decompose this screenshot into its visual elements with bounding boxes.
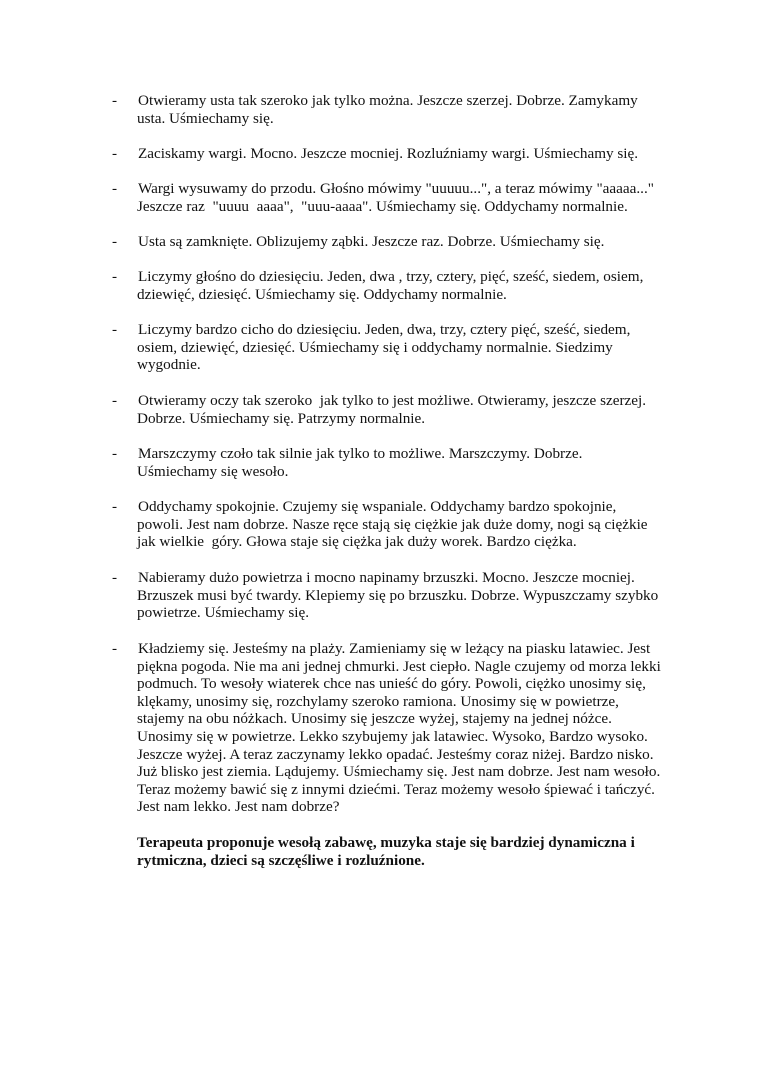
list-dash: - bbox=[112, 569, 118, 586]
item-line: Dobrze. Uśmiechamy się. Patrzymy normalnie. bbox=[137, 409, 426, 427]
instruction-item bbox=[112, 268, 672, 303]
item-line: Wargi wysuwamy do przodu. Głośno mówimy "uuuuu...", a teraz mówimy "aaaaa..." bbox=[138, 180, 654, 197]
list-dash: - bbox=[112, 445, 118, 462]
item-line: Jeszcze raz "uuuu aaaa", "uuu-aaaa". Uśmiechamy się. Oddychamy normalnie. bbox=[137, 197, 628, 215]
item-line: jak wielkie góry. Głowa staje się ciężka jak duży worek. Bardzo ciężka. bbox=[137, 533, 577, 551]
list-dash: - bbox=[112, 92, 118, 109]
instruction-item bbox=[112, 445, 672, 480]
item-line: Teraz możemy bawić się z innymi dziećmi. Teraz możemy wesoło śpiewać i tańczyć. bbox=[137, 780, 655, 798]
therapist-note bbox=[137, 834, 677, 870]
item-line: Otwieramy oczy tak szeroko jak tylko to jest możliwe. Otwieramy, jeszcze szerzej. bbox=[138, 392, 647, 409]
list-dash: - bbox=[112, 145, 118, 162]
list-dash: - bbox=[112, 392, 118, 409]
instruction-item bbox=[112, 321, 672, 374]
item-line: usta. Uśmiechamy się. bbox=[137, 109, 274, 127]
item-line: Unosimy się w powietrze. Lekko szybujemy jak latawiec. Wysoko, Bardzo wysoko. bbox=[137, 727, 648, 745]
item-line: Liczymy głośno do dziesięciu. Jeden, dwa , trzy, cztery, pięć, sześć, siedem, osiem, bbox=[138, 268, 644, 285]
item-line: Zaciskamy wargi. Mocno. Jeszcze mocniej. Rozluźniamy wargi. Uśmiechamy się. bbox=[138, 145, 639, 162]
list-dash: - bbox=[112, 498, 118, 515]
list-dash: - bbox=[112, 321, 118, 338]
item-line: osiem, dziewięć, dziesięć. Uśmiechamy się i oddychamy normalnie. Siedzimy bbox=[137, 338, 613, 356]
instruction-item bbox=[112, 180, 672, 215]
instruction-item bbox=[112, 145, 672, 163]
item-line: Już blisko jest ziemia. Lądujemy. Uśmiechamy się. Jest nam dobrze. Jest nam wesoło. bbox=[137, 763, 661, 781]
item-line: Nabieramy dużo powietrza i mocno napinamy brzuszki. Mocno. Jeszcze mocniej. bbox=[138, 569, 635, 586]
item-line: stajemy na obu nóżkach. Unosimy się jeszcze wyżej, stajemy na jednej nóżce. bbox=[137, 710, 612, 728]
item-line: powietrze. Uśmiechamy się. bbox=[137, 604, 310, 622]
item-line: Usta są zamknięte. Oblizujemy ząbki. Jeszcze raz. Dobrze. Uśmiechamy się. bbox=[138, 233, 605, 250]
list-dash: - bbox=[112, 233, 118, 250]
item-line: Brzuszek musi być twardy. Klepiemy się po brzuszku. Dobrze. Wypuszczamy szybko bbox=[137, 586, 659, 604]
item-line: Otwieramy usta tak szeroko jak tylko można. Jeszcze szerzej. Dobrze. Zamykamy bbox=[138, 92, 638, 109]
item-line: piękna pogoda. Nie ma ani jednej chmurki. Jest ciepło. Nagle czujemy od morza lekki bbox=[137, 657, 661, 675]
item-line: Marszczymy czoło tak silnie jak tylko to możliwe. Marszczymy. Dobrze. bbox=[138, 445, 583, 462]
item-line: wygodnie. bbox=[137, 356, 201, 374]
list-dash: - bbox=[112, 180, 118, 197]
item-line: Liczymy bardzo cicho do dziesięciu. Jeden, dwa, trzy, cztery pięć, sześć, siedem, bbox=[138, 321, 631, 338]
instruction-item bbox=[112, 92, 672, 127]
note-line: rytmiczna, dzieci są szczęśliwe i rozluźnione. bbox=[137, 852, 425, 869]
list-dash: - bbox=[112, 640, 118, 657]
item-line: Jeszcze wyżej. A teraz zaczynamy lekko opadać. Jesteśmy coraz niżej. Bardzo nisko. bbox=[137, 745, 654, 763]
item-line: podmuch. To wesoły wiaterek chce nas unieść do góry. Powoli, ciężko unosimy się, bbox=[137, 675, 646, 693]
list-dash: - bbox=[112, 268, 118, 285]
instruction-item bbox=[112, 569, 672, 622]
instruction-item bbox=[112, 392, 672, 427]
item-line: powoli. Jest nam dobrze. Nasze ręce stają się ciężkie jak duże domy, nogi są ciężkie bbox=[137, 515, 648, 533]
item-line: Uśmiechamy się wesoło. bbox=[137, 462, 289, 480]
instruction-item bbox=[112, 233, 672, 251]
item-line: Kładziemy się. Jesteśmy na plaży. Zamieniamy się w leżący na piasku latawiec. Jest bbox=[138, 640, 651, 657]
item-line: Jest nam lekko. Jest nam dobrze? bbox=[137, 798, 340, 816]
instruction-item bbox=[112, 640, 672, 816]
item-line: klękamy, unosimy się, rozchylamy szeroko ramiona. Unosimy się w powietrze, bbox=[137, 692, 619, 710]
note-line: Terapeuta proponuje wesołą zabawę, muzyka staje się bardziej dynamiczna i bbox=[137, 834, 635, 851]
item-line: dziewięć, dziesięć. Uśmiechamy się. Oddychamy normalnie. bbox=[137, 285, 507, 303]
item-line: Oddychamy spokojnie. Czujemy się wspaniale. Oddychamy bardzo spokojnie, bbox=[138, 498, 617, 515]
instruction-item bbox=[112, 498, 672, 551]
